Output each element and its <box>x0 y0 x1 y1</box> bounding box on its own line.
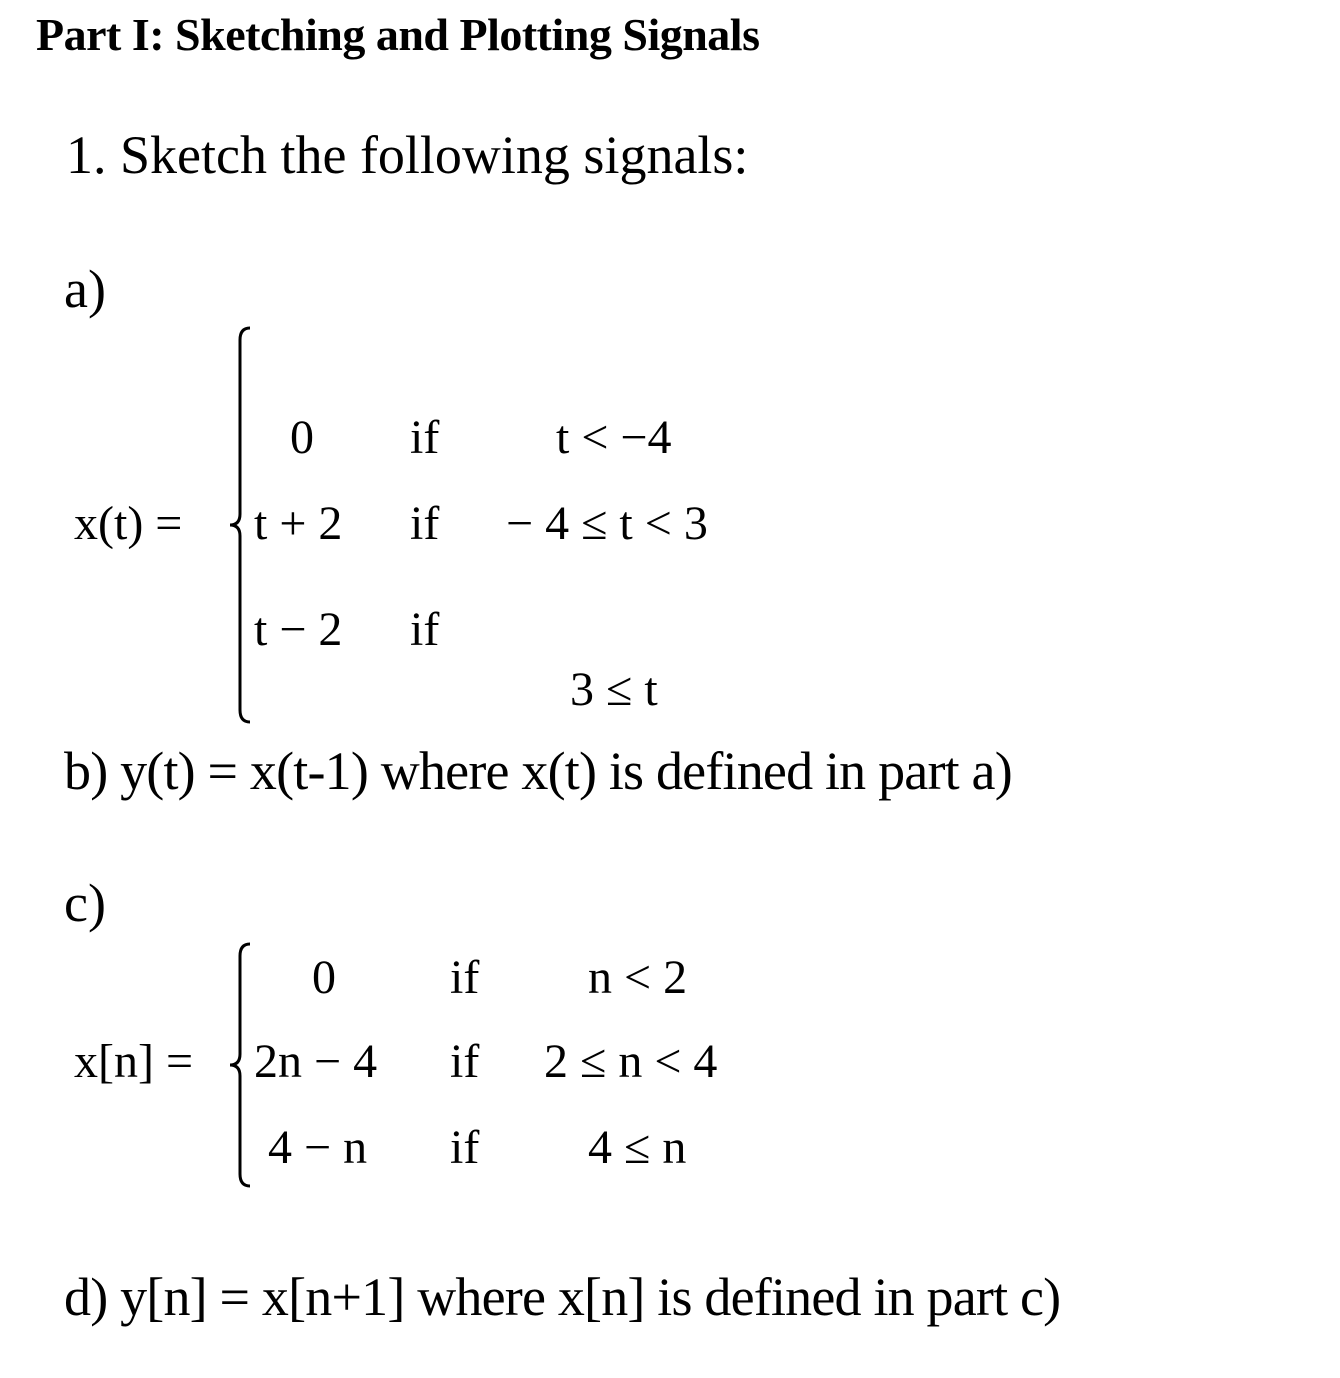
part-b-text: b) y(t) = x(t-1) where x(t) is defined in part a) <box>64 741 1012 801</box>
part-c-row1-expr: 0 <box>312 951 336 1004</box>
part-a-lhs: x(t) = <box>74 497 183 550</box>
part-d-text: d) y[n] = x[n+1] where x[n] is defined in part c) <box>64 1267 1061 1327</box>
part-c-label: c) <box>64 873 106 933</box>
part-a-row3-expr: t − 2 <box>254 603 343 656</box>
part-c-row3-cond: 4 ≤ n <box>588 1121 687 1174</box>
part-c-brace <box>228 942 254 1188</box>
page-title: Part I: Sketching and Plotting Signals <box>36 9 760 60</box>
part-a-row3-if: if <box>410 603 440 656</box>
part-c-row2-expr: 2n − 4 <box>254 1035 378 1088</box>
part-c-lhs: x[n] = <box>74 1035 194 1088</box>
part-c-row2-if: if <box>450 1035 480 1088</box>
part-c-row2-cond: 2 ≤ n < 4 <box>544 1035 718 1088</box>
part-a-brace <box>228 326 254 724</box>
part-a-row2-if: if <box>410 497 440 550</box>
part-c-row3-expr: 4 − n <box>268 1121 368 1174</box>
part-a-row1-if: if <box>410 411 440 464</box>
part-c-row3-if: if <box>450 1121 480 1174</box>
part-c-row1-if: if <box>450 951 480 1004</box>
part-a-label: a) <box>64 259 106 319</box>
question-text: 1. Sketch the following signals: <box>66 125 749 185</box>
part-a-row1-cond: t < −4 <box>556 411 672 464</box>
part-a-row1-expr: 0 <box>290 411 314 464</box>
part-a-row2-cond: − 4 ≤ t < 3 <box>506 497 708 550</box>
part-c-row1-cond: n < 2 <box>588 951 688 1004</box>
part-a-row2-expr: t + 2 <box>254 497 343 550</box>
part-a-row3-cond: 3 ≤ t <box>570 663 658 716</box>
